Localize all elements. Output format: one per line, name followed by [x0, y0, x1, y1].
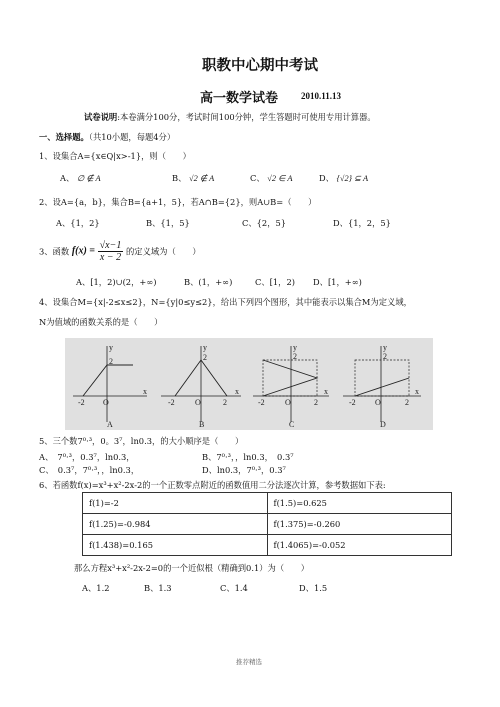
- q1-option-c: [250, 172, 292, 184]
- q6-option-b: B、1.3: [144, 583, 172, 593]
- graph-c-tick-neg2: -2: [258, 398, 265, 407]
- q3-option-c: C、[1，2): [255, 277, 295, 287]
- q1-option-a-label: A、: [60, 173, 75, 183]
- section-note: （共10小题，每题4分）: [88, 132, 176, 142]
- graph-a-tick-2: 2: [109, 357, 113, 366]
- q6-option-c: C、1.4: [220, 583, 248, 593]
- q2-option-b: B、{1，5}: [146, 218, 190, 228]
- graph-c-axis-y: y: [293, 343, 297, 352]
- graph-d: [343, 343, 421, 429]
- graph-a-tick-neg2: -2: [78, 398, 85, 407]
- instructions-label: 试卷说明: [84, 112, 118, 122]
- exam-date: 2010.11.13: [301, 91, 342, 101]
- table-row: [83, 493, 452, 514]
- graph-c-origin: O: [285, 398, 291, 407]
- table-cell: f(1.25)=-0.984: [83, 514, 268, 535]
- graph-a: [73, 343, 147, 429]
- table-cell: f(1.5)=0.625: [267, 493, 452, 514]
- graph-c-tick-pos2: 2: [314, 398, 318, 407]
- q2-option-c: C、{2，5}: [242, 218, 287, 228]
- graph-c-axis-x: x: [324, 387, 328, 396]
- table-row: [83, 514, 452, 535]
- q1-option-d: [319, 172, 368, 184]
- q5-option-b: B、7⁰·³，，ln0.3， 0.3⁷: [202, 452, 294, 462]
- q1-option-b: [172, 172, 214, 184]
- q3-suffix: 的定义域为（ ）: [125, 246, 201, 257]
- q3-function-name: f(x) =: [71, 245, 96, 257]
- q3-option-b: B、(1，+∞): [184, 277, 233, 287]
- q4-graphs-figure: [65, 338, 433, 430]
- paper-title: 高一数学试卷: [200, 91, 279, 106]
- exam-title: 职教中心期中考试: [202, 58, 318, 74]
- q3-fraction: [98, 240, 124, 263]
- bisection-table: [82, 492, 452, 556]
- q1-option-a: [60, 172, 101, 184]
- table-cell: f(1.375)=-0.260: [267, 514, 452, 535]
- graph-d-label: D: [380, 420, 386, 429]
- graph-d-origin: O: [375, 398, 381, 407]
- q5-option-d: D、ln0.3，7⁰·³，0.3⁷: [202, 465, 286, 475]
- question-2-stem: 2、设A={a，b}，集合B={a+1，5}，若A∩B={2}，则A∪B=（ ）: [39, 197, 317, 207]
- q1-option-c-math: √2 ∈ A: [267, 174, 293, 183]
- graph-b-origin: O: [195, 398, 201, 407]
- q5-option-c: C、 0.3⁷，7⁰·³，，ln0.3，: [39, 465, 140, 475]
- q6-follow-up: 那么方程x³+x²-2x-2=0的一个近似根（精确到0.1）为（ ）: [74, 563, 310, 573]
- section-heading: [39, 131, 175, 143]
- graph-c-label: C: [289, 420, 295, 429]
- q1-option-b-math: √2 ∉ A: [189, 174, 215, 183]
- graph-d-tick-2: 2: [383, 352, 387, 361]
- table-cell: f(1)=-2: [83, 493, 268, 514]
- q3-option-d: D、[1，+∞): [313, 277, 362, 287]
- graph-c-tick-2: 2: [293, 352, 297, 361]
- graph-d-axis-x: x: [415, 387, 419, 396]
- graph-a-axis-y: y: [109, 343, 113, 352]
- graph-b-tick-neg2: -2: [168, 398, 175, 407]
- graph-b-axis-y: y: [203, 343, 207, 352]
- graph-d-tick-pos2: 2: [405, 398, 409, 407]
- graph-b: [161, 343, 241, 429]
- graph-b-tick-2: 2: [203, 353, 207, 362]
- graph-c: [253, 343, 329, 429]
- instructions: [84, 111, 376, 123]
- graph-b-axis-x: x: [235, 387, 239, 396]
- graph-a-origin: O: [103, 398, 109, 407]
- q6-option-d: D、1.5: [299, 583, 328, 593]
- q1-option-d-label: D、: [319, 173, 334, 183]
- graph-b-label: B: [199, 420, 205, 429]
- q6-option-a: A、1.2: [82, 583, 110, 593]
- graph-a-axis-x: x: [143, 387, 147, 396]
- question-4-stem-line1: 4、设集合M={x|-2≤x≤2}，N={y|0≤y≤2}，给出下列四个图形，其中能表示以集合M为定义域，: [39, 297, 412, 307]
- graph-a-label: A: [107, 420, 113, 429]
- q1-option-b-label: B、: [172, 173, 187, 183]
- question-3-stem: [39, 240, 201, 263]
- table-cell: f(1.438)=0.165: [83, 535, 268, 556]
- section-title: 一、选择题。: [39, 132, 89, 142]
- q3-denominator: x − 2: [99, 252, 122, 263]
- footer-note: 推荐精选: [236, 658, 262, 666]
- question-1-stem: 1、设集合A={x∈Q|x>-1}，则（ ）: [39, 151, 191, 161]
- question-4-stem-line2: N为值域的函数关系的是（ ）: [39, 317, 163, 327]
- q3-prefix: 3、函数: [39, 246, 70, 257]
- q2-option-a: A、{1，2}: [56, 218, 100, 228]
- q2-option-d: D、{1，2，5}: [333, 218, 391, 228]
- graph-d-axis-y: y: [383, 343, 387, 352]
- table-cell: f(1.4065)=-0.052: [267, 535, 452, 556]
- q1-option-a-math: ∅ ∉ A: [76, 174, 101, 183]
- q1-option-c-label: C、: [250, 173, 265, 183]
- graph-d-tick-neg2: -2: [349, 398, 356, 407]
- q3-numerator: √x−1: [99, 240, 122, 251]
- instructions-text: :本卷满分100分，考试时间100分钟，学生答题时可使用专用计算器。: [117, 112, 376, 122]
- table-row: [83, 535, 452, 556]
- question-6-stem: 6、若函数f(x)=x³+x²-2x-2的一个正数零点附近的函数值用二分法逐次计算，参考数据如下表:: [39, 480, 386, 490]
- q5-option-a: A、 7⁰·³，0.3⁷，ln0.3，: [39, 452, 135, 462]
- graph-b-tick-pos2: 2: [223, 398, 227, 407]
- q3-option-a: A、[1，2)∪(2，+∞): [76, 277, 157, 287]
- q1-option-d-math: {√2} ⊆ A: [336, 174, 369, 183]
- question-5-stem: 5、三个数7⁰·³，0。3⁷，ln0.3，的大小顺序是（ ）: [39, 436, 244, 446]
